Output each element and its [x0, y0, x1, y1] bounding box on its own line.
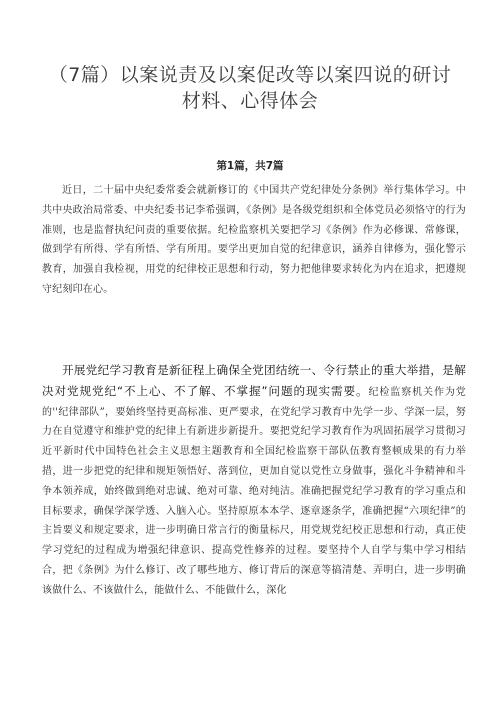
paragraph-lead-sentence: 开展党纪学习教育是新征程上确保全党团结统一、令行禁止的重大举措，是解决对党规党纪“不上心、不了解、不掌握”问题的现实需要。 [42, 363, 466, 398]
paragraph-body-text: 纪检监察机关作为党的''纪律部队”，要始终坚持更高标准、更严要求，在党纪学习教育中先学一步、学深一层，努力在自觉遵守和维护党的纪律上有新进步新提升。要把党纪学习教育作为巩固拓展学习贯彻习近平新时代中国特色社会主义思想主题教育和全国纪检监察干部队伍教育整顿成果的有力举措，进一步把党的纪律和规矩领悟好、落到位，更加自觉以党性立身做事，强化斗争精神和斗争本领养成，始终做到绝对忠诚、绝对可靠、绝对纯洁。准确把握党纪学习教育的学习重点和目标要求，确保学深学透、入脑入心。坚持原原本本学、逐章逐条学，准确把握“六项纪律”的主旨要义和规定要求，进一步明确日常言行的衡量标尺，用党规党纪校正思想和行动，真正使学习党纪的过程成为增强纪律意识、提高党性修养的过程。要坚持个人自学与集中学习相结合，把《条例》为什么修订、改了哪些地方、修订背后的深意等搞清楚、弄明白，进一步明确该做什么、不该做什么，能做什么、不能做什么，深化 [42, 386, 466, 596]
body-paragraph-1: 近日，二十届中央纪委常委会就新修订的《中国共产党纪律处分条例》举行集体学习。中共中央政治局常委、中央纪委书记李希强调，《条例》是各级党组织和全体党员必须恪守的行为准则，也是监督执纪问责的重要依据。纪检监察机关要把学习《条例》作为必修课、常修课，做到学有所得、学有所悟、学有所用。要学出更加自觉的纪律意识，涵养自律修为，强化警示教育，加强自我检视，用党的纪律校正思想和行动，努力把他律要求转化为内在追求，把遵规守纪刻印在心。 [42, 185, 466, 295]
document-title: （7篇）以案说责及以案促改等以案四说的研讨材料、心得体会 [48, 64, 452, 112]
body-paragraph-2 [42, 361, 466, 601]
section-label: 第1篇，共7篇 [216, 160, 284, 172]
